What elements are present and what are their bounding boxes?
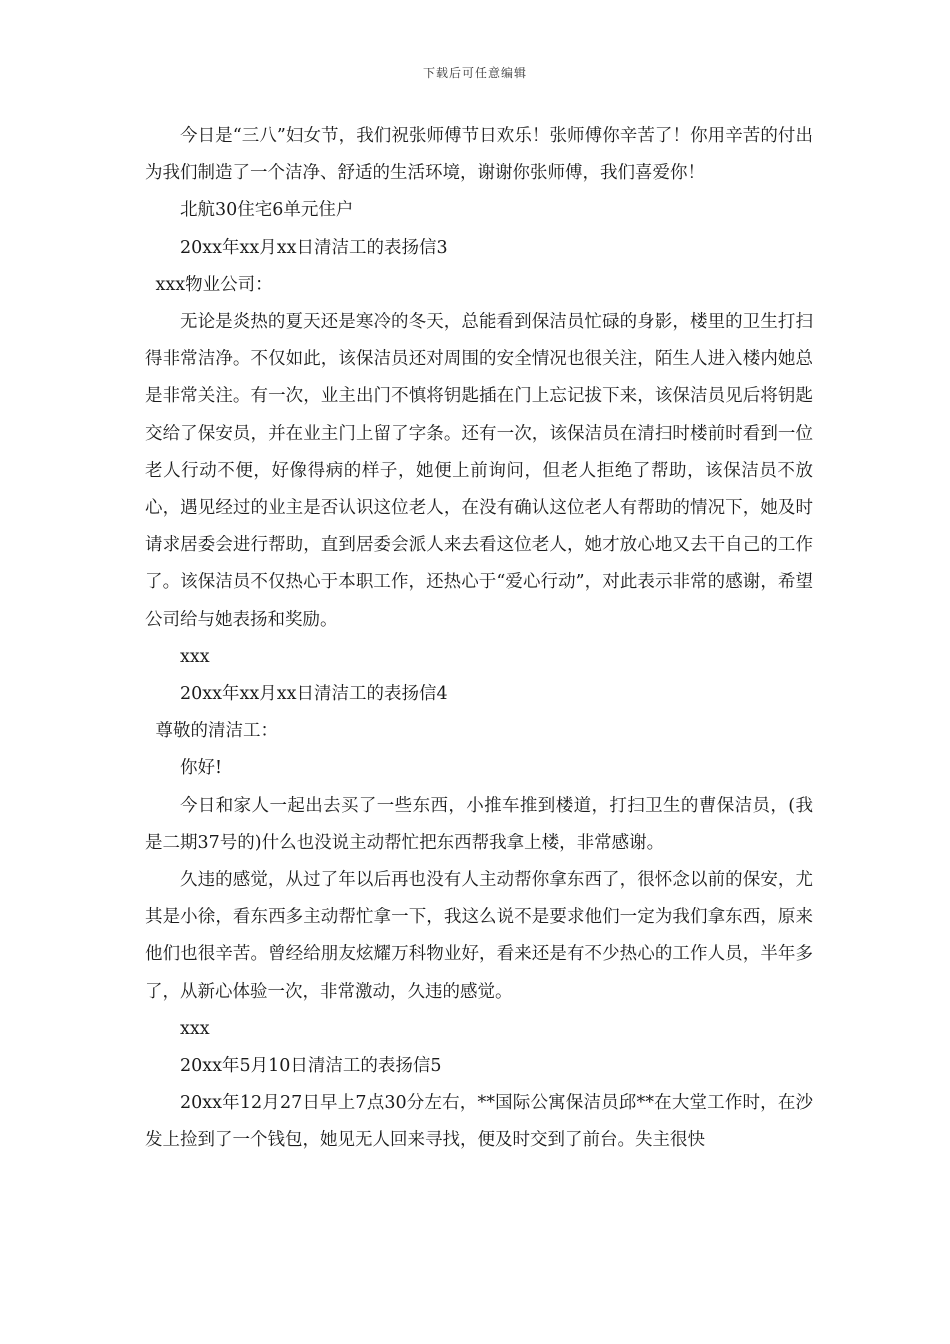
signature-line: 北航30住宅6单元住户 (180, 200, 354, 221)
letter-title: 20xx年xx月xx日清洁工的表扬信4 (180, 684, 448, 705)
letter-title: 20xx年xx月xx日清洁工的表扬信3 (180, 237, 448, 258)
greeting: 你好! (180, 758, 223, 779)
paragraph-body: 今日和家人一起出去买了一些东西，小推车推到楼道，打扫卫生的曹保洁员，(我是二期37号的)什么也没说主动帮忙把东西帮我拿上楼，非常感谢。 (145, 795, 813, 853)
signature-line: xxx (180, 1018, 210, 1039)
page-header: 下载后可任意编辑 (422, 66, 527, 80)
salutation: 尊敬的清洁工： (155, 721, 278, 742)
letter-title: 20xx年5月10日清洁工的表扬信5 (180, 1056, 442, 1077)
paragraph-thanks: 今日是“三八”妇女节，我们祝张师傅节日欢乐！张师傅你辛苦了！你用辛苦的付出为我们制造了一个洁净、舒适的生活环境，谢谢你张师傅，我们喜爱你！ (145, 126, 813, 184)
document-body (145, 118, 813, 1160)
signature-line: xxx (180, 646, 210, 667)
paragraph-body: 久违的感觉，从过了年以后再也没有人主动帮你拿东西了，很怀念以前的保安，尤其是小徐，看东西多主动帮忙拿一下，我这么说不是要求他们一定为我们拿东西，原来他们也很辛苦。曾经给朋友炫耀万科物业好，看来还是有不少热心的工作人员，半年多了，从新心体验一次，非常激动，久违的感觉。 (145, 870, 813, 1002)
paragraph-body: 无论是炎热的夏天还是寒冷的冬天，总能看到保洁员忙碌的身影，楼里的卫生打扫得非常洁净。不仅如此，该保洁员还对周围的安全情况也很关注，陌生人进入楼内她总是非常关注。有一次，业主出门不慎将钥匙插在门上忘记拔下来，该保洁员见后将钥匙交给了保安员，并在业主门上留了字条。还有一次，该保洁员在清扫时楼前时看到一位老人行动不便，好像得病的样子，她便上前询问，但老人拒绝了帮助，该保洁员不放心，遇见经过的业主是否认识这位老人，在没有确认这位老人有帮助的情况下，她及时请求居委会进行帮助，直到居委会派人来去看这位老人，她才放心地又去干自己的工作了。该保洁员不仅热心于本职工作，还热心于“爱心行动”，对此表示非常的感谢，希望公司给与她表扬和奖励。 (145, 312, 813, 630)
paragraph-body: 20xx年12月27日早上7点30分左右，**国际公寓保洁员邱**在大堂工作时，在沙发上捡到了一个钱包，她见无人回来寻找，便及时交到了前台。失主很快 (145, 1093, 813, 1151)
salutation: xxx物业公司： (155, 274, 273, 295)
